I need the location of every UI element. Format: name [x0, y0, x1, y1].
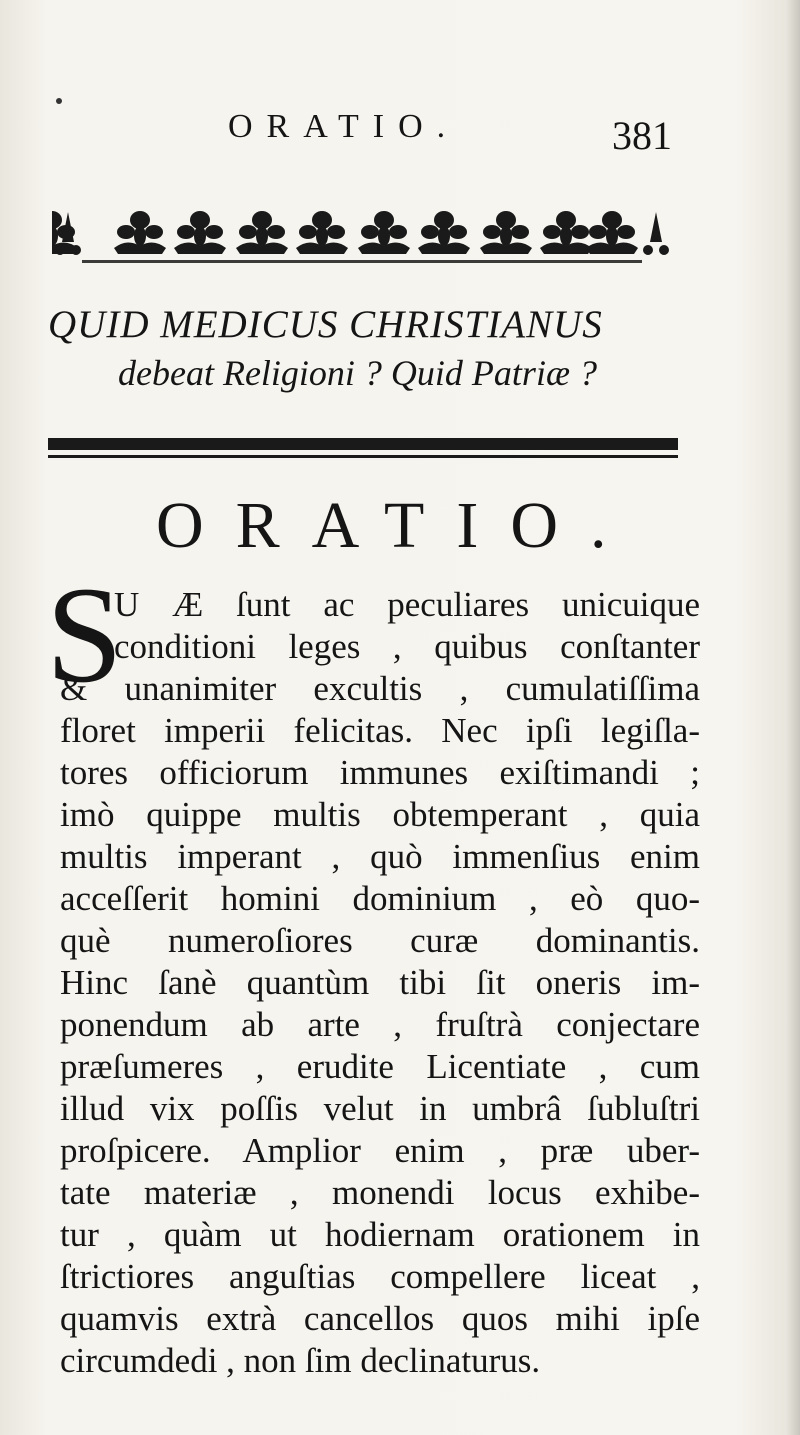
text-line: proſpicere. Amplior enim , præ uber-: [60, 1131, 700, 1170]
drop-cap: S: [46, 558, 123, 711]
running-title: ORATIO.: [228, 108, 460, 145]
text-line: illud vix poſſis velut in umbrâ ſubluſtri: [60, 1089, 700, 1128]
text-line: circumdedi , non ſim declinaturus.: [60, 1341, 541, 1380]
title-line-2: debeat Religioni ? Quid Patriæ ?: [118, 353, 597, 393]
page-number: 381: [612, 113, 672, 158]
text-line: præſumeres , erudite Licentiate , cum: [60, 1047, 700, 1086]
text-line: & unanimiter excultis , cumulatiſſima: [60, 669, 700, 708]
text-line: multis imperant , quò immenſius enim: [60, 837, 700, 876]
text-line: ſtrictiores anguſtias compellere liceat ,: [60, 1257, 700, 1296]
section-heading: ORATIO.: [156, 489, 639, 562]
page-edge-shadow: [786, 0, 800, 1435]
dotted-baseline: [82, 260, 642, 263]
text-line: tur , quàm ut hodiernam orationem in: [60, 1215, 700, 1254]
text-line: imò quippe multis obtemperant , quia: [60, 795, 700, 834]
text-line: tate materiæ , monendi locus exhibe-: [60, 1173, 700, 1212]
double-rule: [48, 438, 678, 462]
title-line-1: QUID MEDICUS CHRISTIANUS: [48, 303, 603, 346]
fleuron-ornament-band: [52, 198, 672, 268]
text-line: acceſſerit homini dominium , eò quo-: [60, 879, 700, 918]
text-line: què numeroſiores curæ dominantis.: [60, 921, 700, 960]
text-line: ponendum ab arte , fruſtrà conjectare: [60, 1005, 700, 1044]
text-line: conditioni leges , quibus conſtanter: [114, 627, 700, 666]
body-text: [60, 584, 700, 1382]
text-line: U Æ ſunt ac peculiares unicuique: [114, 585, 700, 624]
text-line: Hinc ſanè quantùm tibi ſit oneris im-: [60, 963, 700, 1002]
text-line: tores officiorum immunes exiſtimandi ;: [60, 753, 700, 792]
ink-speck: [56, 98, 62, 104]
text-line: floret imperii felicitas. Nec ipſi legiſla-: [60, 711, 700, 750]
text-line: quamvis extrà cancellos quos mihi ipſe: [60, 1299, 700, 1338]
